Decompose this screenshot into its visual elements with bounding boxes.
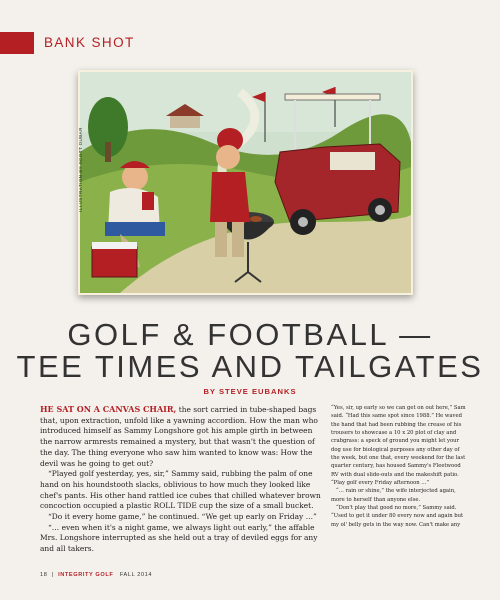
lead-in: HE SAT ON A CANVAS CHAIR, bbox=[40, 404, 177, 414]
byline: BY STEVE EUBANKS bbox=[203, 387, 297, 396]
paragraph: “Yes, sir, up early so we can get on out here,” Sam said. “Had this same spot since 1988.” He waved the hand that had been rubbing the crease of his trousers to showcase a 10 x 20 plot of clay and crabgrass: a speck of ground you might let your dog use for biological purposes any other day of the week, but one that, every weekend for the last quarter century, has housed Sammy's Fleetwood RV with dual slide-outs and the makeshift patio. “Play golf every Friday afternoon …” bbox=[331, 405, 466, 487]
section-tab bbox=[0, 32, 34, 54]
headline-line1: GOLF & FOOTBALL — bbox=[67, 317, 433, 352]
section-label: BANK SHOT bbox=[44, 35, 135, 50]
body-column-left bbox=[40, 404, 324, 555]
publication-name: INTEGRITY GOLF bbox=[58, 572, 114, 578]
paragraph: “Played golf yesterday, yes, sir,” Sammy said, rubbing the palm of one hand on his houndstooth slacks, oblivious to how much they looked like chef's pants. His other hand rattled ice cubes that chilled whatever brown concoction occupied a plastic ROLL TIDE cup the size of a small bucket. bbox=[40, 469, 321, 511]
paragraph: “Do it every home game,” he continued. “We get up early on Friday …” bbox=[48, 512, 317, 522]
issue-date: FALL 2014 bbox=[119, 572, 153, 578]
body-column-right bbox=[331, 404, 467, 529]
paragraph: “… rain or shine,” the wife interjected again, more to herself than anyone else. bbox=[331, 488, 456, 503]
illustration bbox=[78, 70, 413, 295]
folio: 18 | INTEGRITY GOLF FALL 2014 bbox=[40, 572, 153, 578]
illustration-credit: ILLUSTRATION BY SCOTT DUBAR bbox=[78, 127, 83, 212]
page-number: 18 bbox=[40, 572, 48, 578]
paragraph: “… even when it's a night game, we always light out early,” the affable Mrs. Longshore interrupted as she held out a tray of deviled eggs for any and all takers. bbox=[40, 522, 318, 554]
paragraph-text: the sort carried in tube-shaped bags that, upon extraction, unfold like a yawning accordion. How the man who introduced himself as Sammy Longshore got his ample girth in between the narrow armrests remained a mystery, but that wasn't the question of the day. The thing everyone who saw him wanted to know was: How the devil was he going to get out? bbox=[40, 405, 318, 468]
headline-line2: TEE TIMES AND TAILGATES bbox=[16, 349, 484, 384]
paragraph: “Don't play that good no more,” Sammy said. “Used to get it under 80 every now and again but my ol' belly gets in the way now. Can't make any bbox=[331, 505, 464, 528]
paragraph bbox=[40, 404, 324, 469]
